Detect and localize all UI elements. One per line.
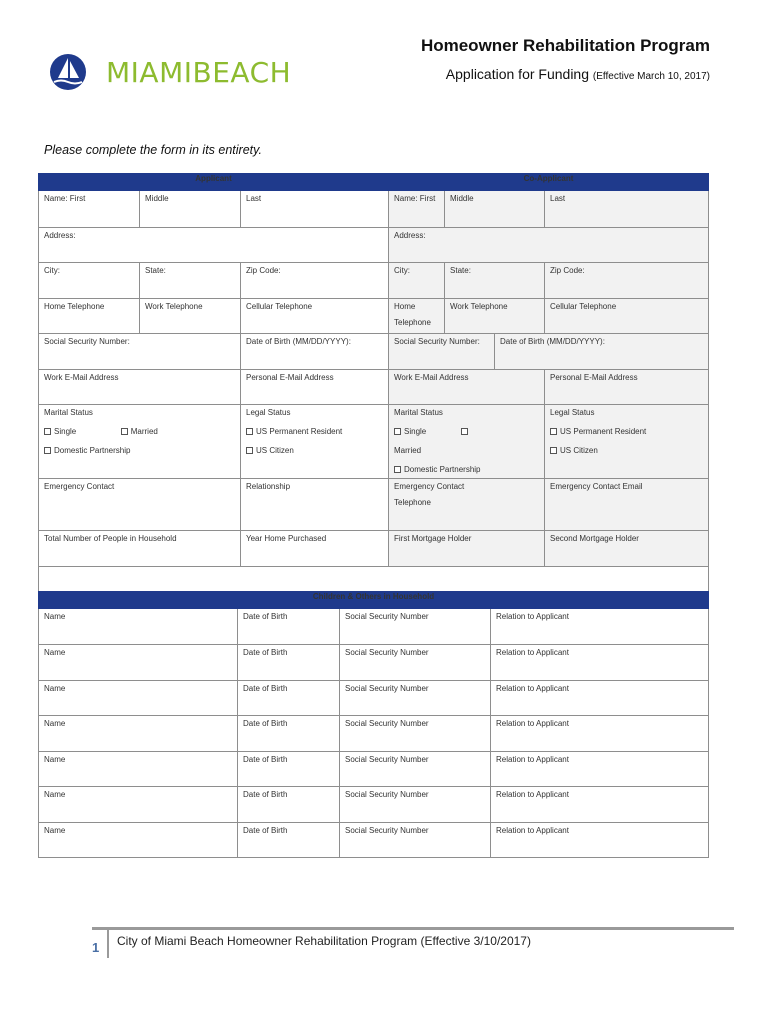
child-relation-field[interactable]: Relation to Applicant xyxy=(491,645,709,681)
coapplicant-last-name-field[interactable]: Last xyxy=(545,191,709,228)
checkbox-icon xyxy=(44,447,51,454)
applicant-first-name-field[interactable]: Name: First xyxy=(39,191,140,228)
table-row xyxy=(39,681,709,716)
coapplicant-heading: Co-Applicant xyxy=(389,174,709,191)
applicant-city-field[interactable]: City: xyxy=(39,263,140,299)
applicant-cell-telephone-field[interactable]: Cellular Telephone xyxy=(241,299,389,334)
applicant-address-field[interactable]: Address: xyxy=(39,228,389,263)
coapplicant-work-email-field[interactable]: Work E-Mail Address xyxy=(389,370,545,405)
household-total-field[interactable]: Total Number of People in Household xyxy=(39,531,241,567)
coapplicant-married-checkbox[interactable] xyxy=(461,427,471,436)
checkbox-icon xyxy=(246,428,253,435)
child-dob-field[interactable]: Date of Birth xyxy=(238,752,340,787)
applicant-dob-field[interactable]: Date of Birth (MM/DD/YYYY): xyxy=(241,334,389,370)
coapplicant-state-field[interactable]: State: xyxy=(445,263,545,299)
child-name-field[interactable]: Name xyxy=(39,752,238,787)
child-ssn-field[interactable]: Social Security Number xyxy=(340,823,491,858)
effective-date: (Effective March 10, 2017) xyxy=(592,71,710,82)
child-ssn-field[interactable]: Social Security Number xyxy=(340,609,491,645)
checkbox-icon xyxy=(550,447,557,454)
coapplicant-city-field[interactable]: City: xyxy=(389,263,445,299)
form-instruction: Please complete the form in its entirety. xyxy=(44,143,262,157)
child-dob-field[interactable]: Date of Birth xyxy=(238,823,340,858)
child-name-field[interactable]: Name xyxy=(39,681,238,716)
applicant-us-citizen-checkbox[interactable]: US Citizen xyxy=(246,446,383,456)
children-table xyxy=(38,591,709,858)
table-row xyxy=(39,752,709,787)
page-subtitle: Application for Funding (Effective March 10, 2017) xyxy=(445,66,710,82)
checkbox-icon xyxy=(461,428,468,435)
child-dob-field[interactable]: Date of Birth xyxy=(238,681,340,716)
applicant-home-telephone-field[interactable]: Home Telephone xyxy=(39,299,140,334)
first-mortgage-holder-field[interactable]: First Mortgage Holder xyxy=(389,531,545,567)
coapplicant-emergency-email-field[interactable]: Emergency Contact Email xyxy=(545,479,709,531)
second-mortgage-holder-field[interactable]: Second Mortgage Holder xyxy=(545,531,709,567)
logo-wordmark: MIAMIBEACH xyxy=(106,55,292,89)
applicant-form xyxy=(38,173,709,594)
applicant-single-checkbox[interactable]: Single xyxy=(44,427,76,436)
coapplicant-ssn-field[interactable]: Social Security Number: xyxy=(389,334,495,370)
child-dob-field[interactable]: Date of Birth xyxy=(238,716,340,752)
applicant-last-name-field[interactable]: Last xyxy=(241,191,389,228)
child-relation-field[interactable]: Relation to Applicant xyxy=(491,787,709,823)
applicant-legal-status-field: Legal Status US Permanent Resident US Citizen xyxy=(241,405,389,479)
child-name-field[interactable]: Name xyxy=(39,823,238,858)
applicant-relationship-field[interactable]: Relationship xyxy=(241,479,389,531)
checkbox-icon xyxy=(121,428,128,435)
spacer-row xyxy=(39,567,709,594)
applicant-middle-name-field[interactable]: Middle xyxy=(140,191,241,228)
coapplicant-emergency-contact-field[interactable]: Emergency Contact Telephone xyxy=(389,479,545,531)
applicant-marital-status-field: Marital Status Single Married Domestic Partnership xyxy=(39,405,241,479)
coapplicant-cell-telephone-field[interactable]: Cellular Telephone xyxy=(545,299,709,334)
applicant-us-permanent-resident-checkbox[interactable]: US Permanent Resident xyxy=(246,427,383,437)
year-home-purchased-field[interactable]: Year Home Purchased xyxy=(241,531,389,567)
coapplicant-domestic-partnership-checkbox[interactable]: Domestic Partnership xyxy=(394,465,539,475)
child-relation-field[interactable]: Relation to Applicant xyxy=(491,716,709,752)
child-name-field[interactable]: Name xyxy=(39,645,238,681)
child-ssn-field[interactable]: Social Security Number xyxy=(340,752,491,787)
child-ssn-field[interactable]: Social Security Number xyxy=(340,787,491,823)
checkbox-icon xyxy=(394,466,401,473)
child-ssn-field[interactable]: Social Security Number xyxy=(340,681,491,716)
applicant-emergency-contact-field[interactable]: Emergency Contact xyxy=(39,479,241,531)
child-name-field[interactable]: Name xyxy=(39,787,238,823)
child-name-field[interactable]: Name xyxy=(39,609,238,645)
applicant-work-telephone-field[interactable]: Work Telephone xyxy=(140,299,241,334)
applicant-personal-email-field[interactable]: Personal E-Mail Address xyxy=(241,370,389,405)
table-row xyxy=(39,787,709,823)
coapplicant-legal-status-field: Legal Status US Permanent Resident US Citizen xyxy=(545,405,709,479)
page-title: Homeowner Rehabilitation Program xyxy=(420,36,710,55)
applicant-married-checkbox[interactable]: Married xyxy=(121,427,158,436)
table-row xyxy=(39,716,709,752)
checkbox-icon xyxy=(394,428,401,435)
applicant-work-email-field[interactable]: Work E-Mail Address xyxy=(39,370,241,405)
table-row xyxy=(39,609,709,645)
footer-text: City of Miami Beach Homeowner Rehabilitation Program (Effective 3/10/2017) xyxy=(117,934,531,948)
child-ssn-field[interactable]: Social Security Number xyxy=(340,716,491,752)
sailboat-logo-icon xyxy=(48,52,88,92)
applicant-zip-field[interactable]: Zip Code: xyxy=(241,263,389,299)
child-relation-field[interactable]: Relation to Applicant xyxy=(491,609,709,645)
footer-divider xyxy=(92,927,734,930)
children-heading: Children & Others in Household xyxy=(39,592,709,609)
page-number: 1 xyxy=(92,940,100,955)
child-ssn-field[interactable]: Social Security Number xyxy=(340,645,491,681)
coapplicant-work-telephone-field[interactable]: Work Telephone xyxy=(445,299,545,334)
applicant-domestic-partnership-checkbox[interactable]: Domestic Partnership xyxy=(44,446,235,456)
checkbox-icon xyxy=(550,428,557,435)
child-dob-field[interactable]: Date of Birth xyxy=(238,609,340,645)
child-relation-field[interactable]: Relation to Applicant xyxy=(491,752,709,787)
applicant-state-field[interactable]: State: xyxy=(140,263,241,299)
child-relation-field[interactable]: Relation to Applicant xyxy=(491,681,709,716)
miami-beach-logo xyxy=(48,50,338,94)
table-row xyxy=(39,645,709,681)
coapplicant-home-telephone-field[interactable]: Home Telephone xyxy=(389,299,445,334)
coapplicant-middle-name-field[interactable]: Middle xyxy=(445,191,545,228)
coapplicant-us-permanent-resident-checkbox[interactable]: US Permanent Resident xyxy=(550,427,703,437)
child-dob-field[interactable]: Date of Birth xyxy=(238,787,340,823)
coapplicant-single-checkbox[interactable]: Single xyxy=(394,427,426,436)
coapplicant-address-field[interactable]: Address: xyxy=(389,228,709,263)
coapplicant-marital-status-field: Marital Status Single Married Domestic Partnership xyxy=(389,405,545,479)
applicant-ssn-field[interactable]: Social Security Number: xyxy=(39,334,241,370)
coapplicant-dob-field[interactable]: Date of Birth (MM/DD/YYYY): xyxy=(495,334,709,370)
child-relation-field[interactable]: Relation to Applicant xyxy=(491,823,709,858)
coapplicant-personal-email-field[interactable]: Personal E-Mail Address xyxy=(545,370,709,405)
applicant-heading: Applicant xyxy=(39,174,389,191)
footer-separator xyxy=(107,930,109,958)
coapplicant-first-name-field[interactable]: Name: First xyxy=(389,191,445,228)
checkbox-icon xyxy=(246,447,253,454)
child-dob-field[interactable]: Date of Birth xyxy=(238,645,340,681)
table-row xyxy=(39,823,709,858)
coapplicant-us-citizen-checkbox[interactable]: US Citizen xyxy=(550,446,703,456)
coapplicant-zip-field[interactable]: Zip Code: xyxy=(545,263,709,299)
checkbox-icon xyxy=(44,428,51,435)
child-name-field[interactable]: Name xyxy=(39,716,238,752)
